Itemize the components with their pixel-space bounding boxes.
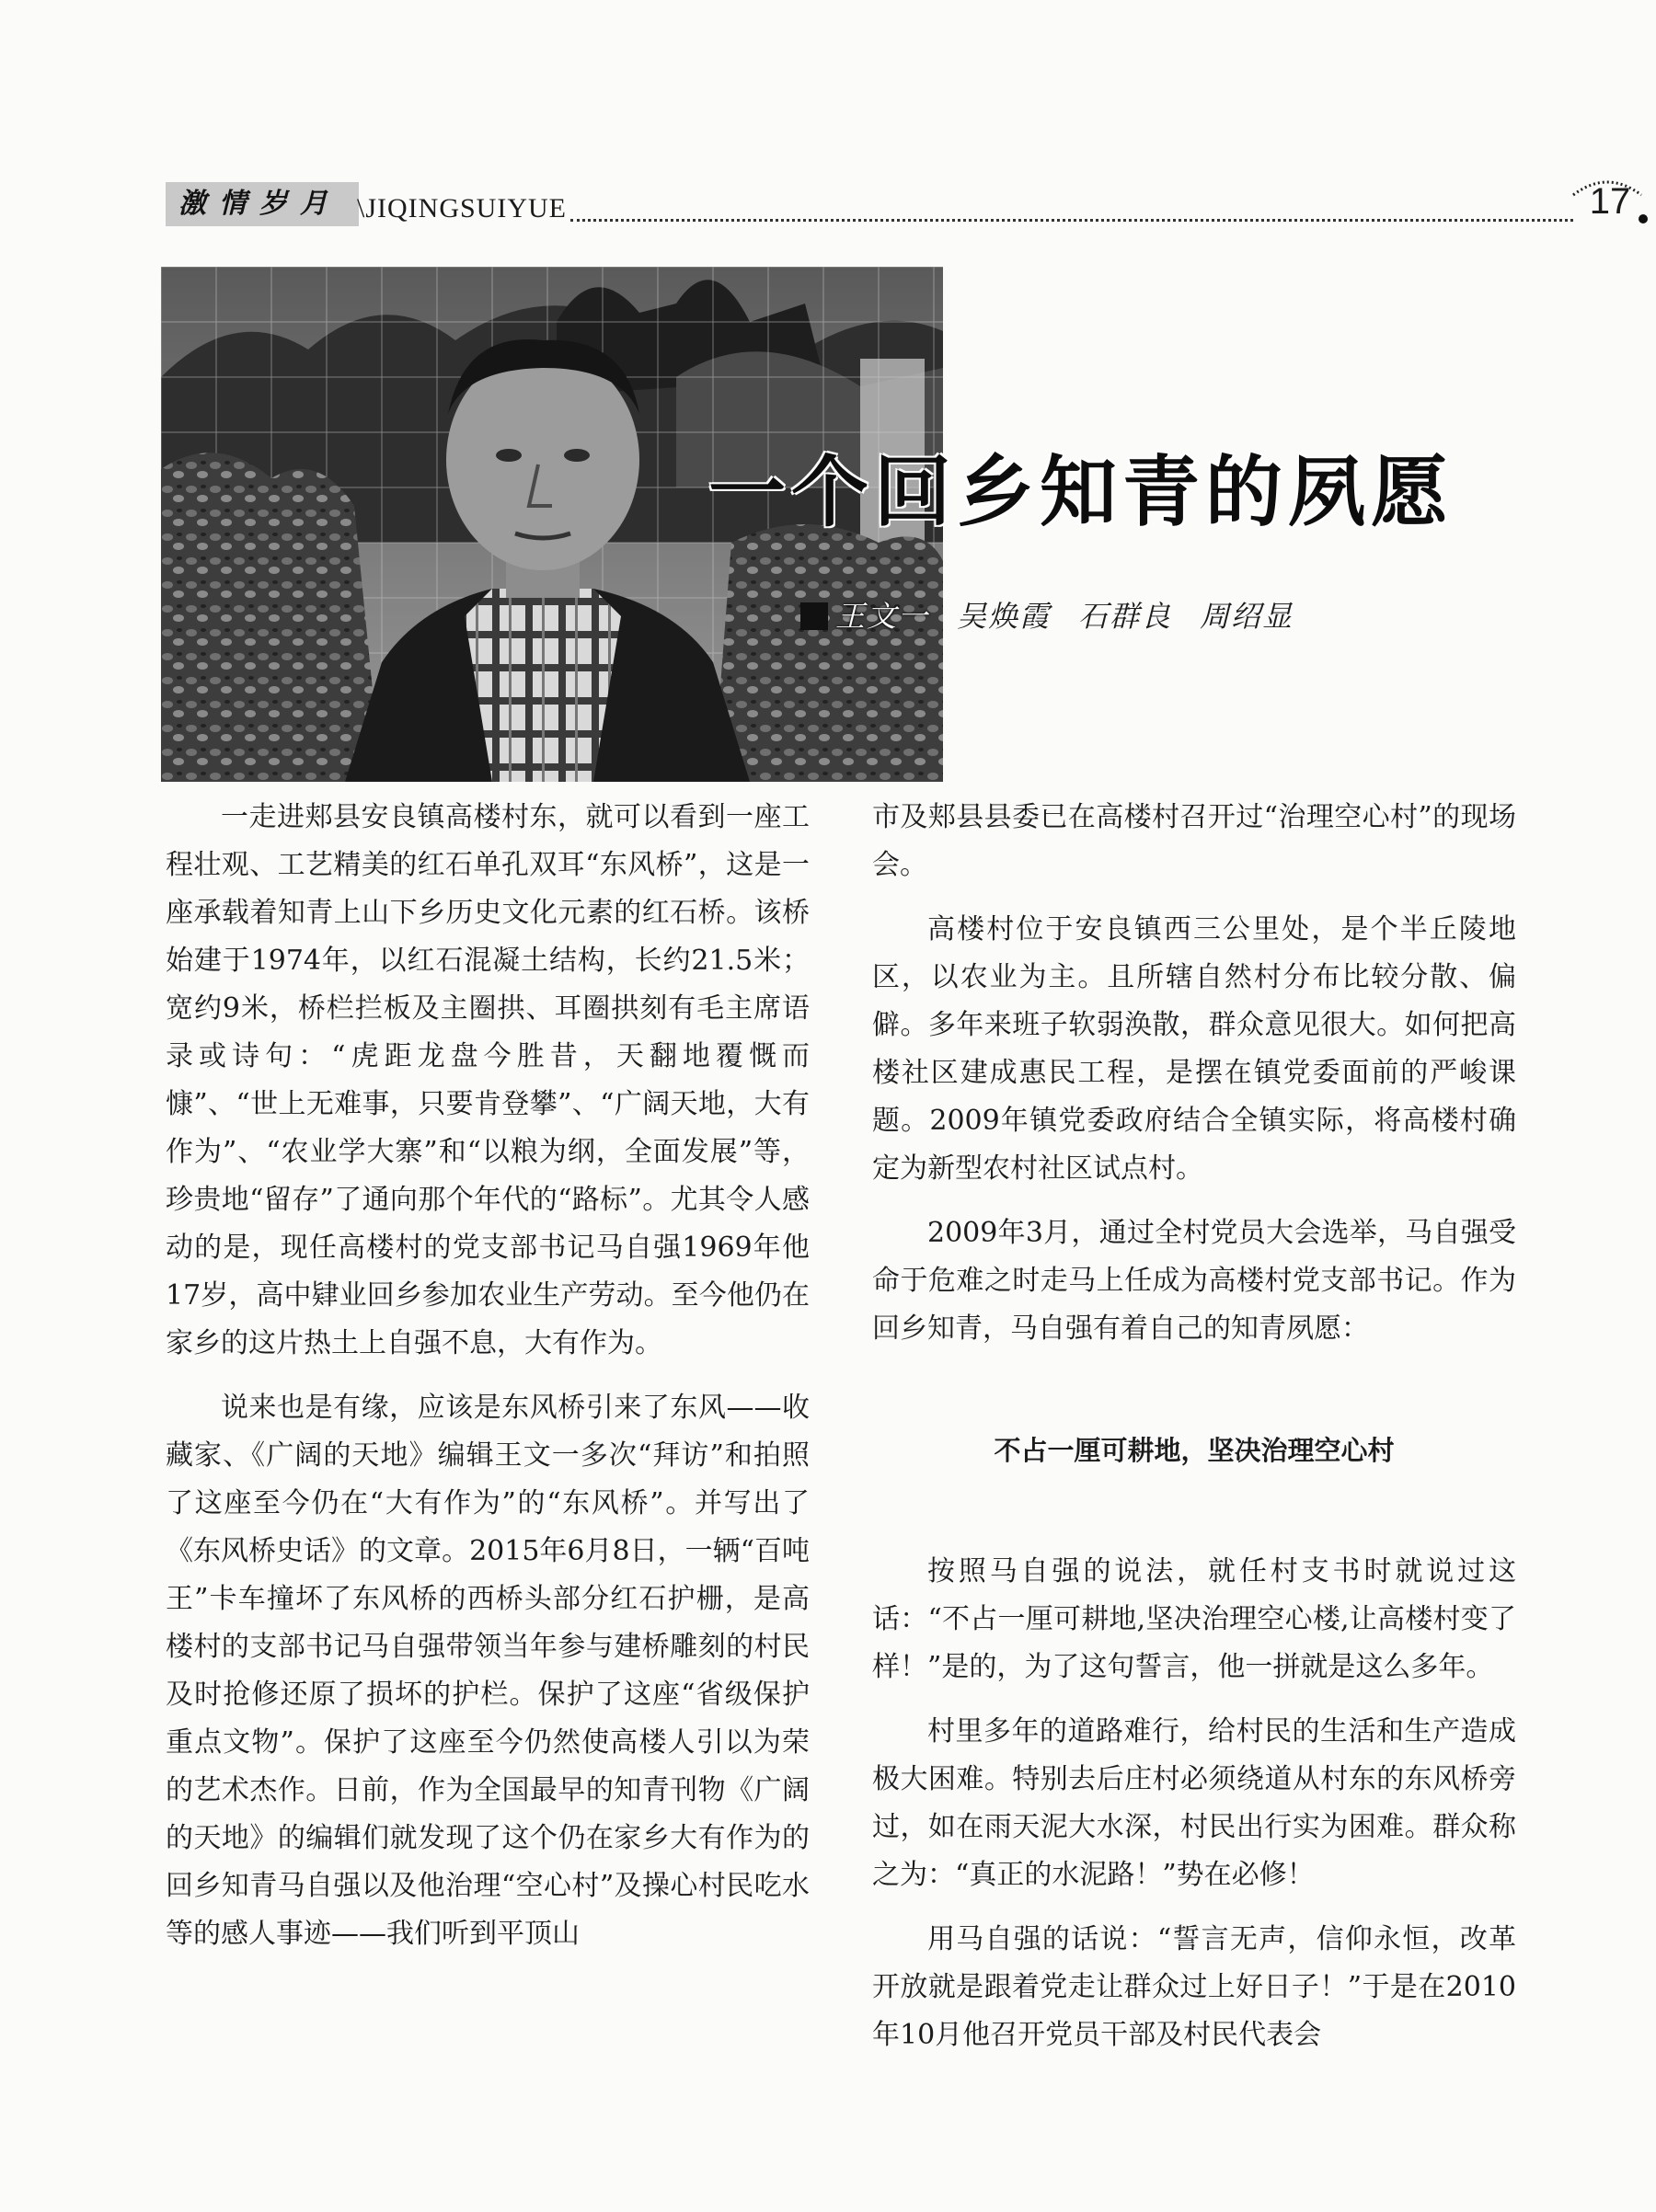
byline-square-icon (800, 602, 828, 630)
body-paragraph: 一走进郏县安良镇高楼村东，就可以看到一座工程壮观、工艺精美的红石单孔双耳“东风桥”，这是一座承载着知青上山下乡历史文化元素的红石桥。该桥始建于1974年，以红石混凝土结构，长约21.5米；宽约9米，桥栏拦板及主圈拱、耳圈拱刻有毛主席语录或诗句：“虎距龙盘今胜昔，天翻地覆慨而慷”、“世上无难事，只要肯登攀”、“广阔天地，大有作为”、“农业学大寨”和“以粮为纲，全面发展”等，珍贵地“留存”了通向那个年代的“路标”。尤其令人感动的是，现任高楼村的党支部书记马自强1969年他17岁，高中肄业回乡参加农业生产劳动。至今他仍在家乡的这片热土上自强不息，大有作为。 (166, 801, 810, 1359)
article-title: 一个回乡知青的夙愿 (708, 447, 1455, 537)
author-name: 石群良 (1078, 599, 1173, 634)
body-column-left (166, 794, 810, 1975)
page-number: 17 (1589, 181, 1631, 222)
body-paragraph: 高楼村位于安良镇西三公里处，是个半丘陵地区，以农业为主。且所辖自然村分布比较分散、偏僻。多年来班子软弱涣散，群众意见很大。如何把高楼社区建成惠民工程，是摆在镇党委面前的严峻课题。2009年镇党委政府结合全镇实际，将高楼村确定为新型农村社区试点村。 (872, 913, 1516, 1185)
section-latin-name: \JIQINGSUIYUE (357, 193, 567, 223)
body-paragraph: 按照马自强的说法，就任村支书时就说过这话：“不占一厘可耕地,坚决治理空心楼,让高楼村变了样！”是的，为了这句誓言，他一拼就是这么多年。 (872, 1555, 1516, 1683)
page-header (166, 175, 1631, 230)
author-byline (800, 593, 1321, 639)
body-paragraph: 村里多年的道路难行，给村民的生活和生产造成极大困难。特别去后庄村必须绕道从村东的东风桥旁过，如在雨天泥大水深，村民出行实为困难。群众称之为：“真正的水泥路！”势在必修！ (872, 1715, 1516, 1891)
author-name: 吴焕霞 (957, 599, 1052, 634)
body-column-right (872, 794, 1516, 2076)
author-name: 周绍显 (1200, 599, 1294, 634)
section-tag: 激情岁月 (166, 182, 359, 226)
author-name: 王文一 (835, 599, 930, 634)
body-paragraph-continued: 市及郏县县委已在高楼村召开过“治理空心村”的现场会。 (872, 801, 1516, 881)
body-paragraph: 2009年3月，通过全村党员大会选举，马自强受命于危难之时走马上任成为高楼村党支部书记。作为回乡知青，马自强有着自己的知青夙愿： (872, 1217, 1516, 1345)
section-subheading: 不占一厘可耕地，坚决治理空心村 (994, 1435, 1395, 1466)
body-paragraph: 用马自强的话说：“誓言无声，信仰永恒，改革开放就是跟着党走让群众过上好日子！”于是在2010年10月他召开党员干部及村民代表会 (872, 1923, 1516, 2051)
body-paragraph: 说来也是有缘，应该是东风桥引来了东风——收藏家、《广阔的天地》编辑王文一多次“拜访”和拍照了这座至今仍在“大有作为”的“东风桥”。并写出了《东风桥史话》的文章。2015年6月8日，一辆“百吨王”卡车撞坏了东风桥的西桥头部分红石护栅，是高楼村的支部书记马自强带领当年参与建桥雕刻的村民及时抢修还原了损坏的护栏。保护了这座“省级保护重点文物”。保护了这座至今仍然使高楼人引以为荣的艺术杰作。日前，作为全国最早的知青刊物《广阔的天地》的编辑们就发现了这个仍在家乡大有作为的回乡知青马自强以及他治理“空心村”及操心村民吃水等的感人事迹——我们听到平顶山 (166, 1392, 810, 1950)
dotted-rule (570, 219, 1573, 222)
